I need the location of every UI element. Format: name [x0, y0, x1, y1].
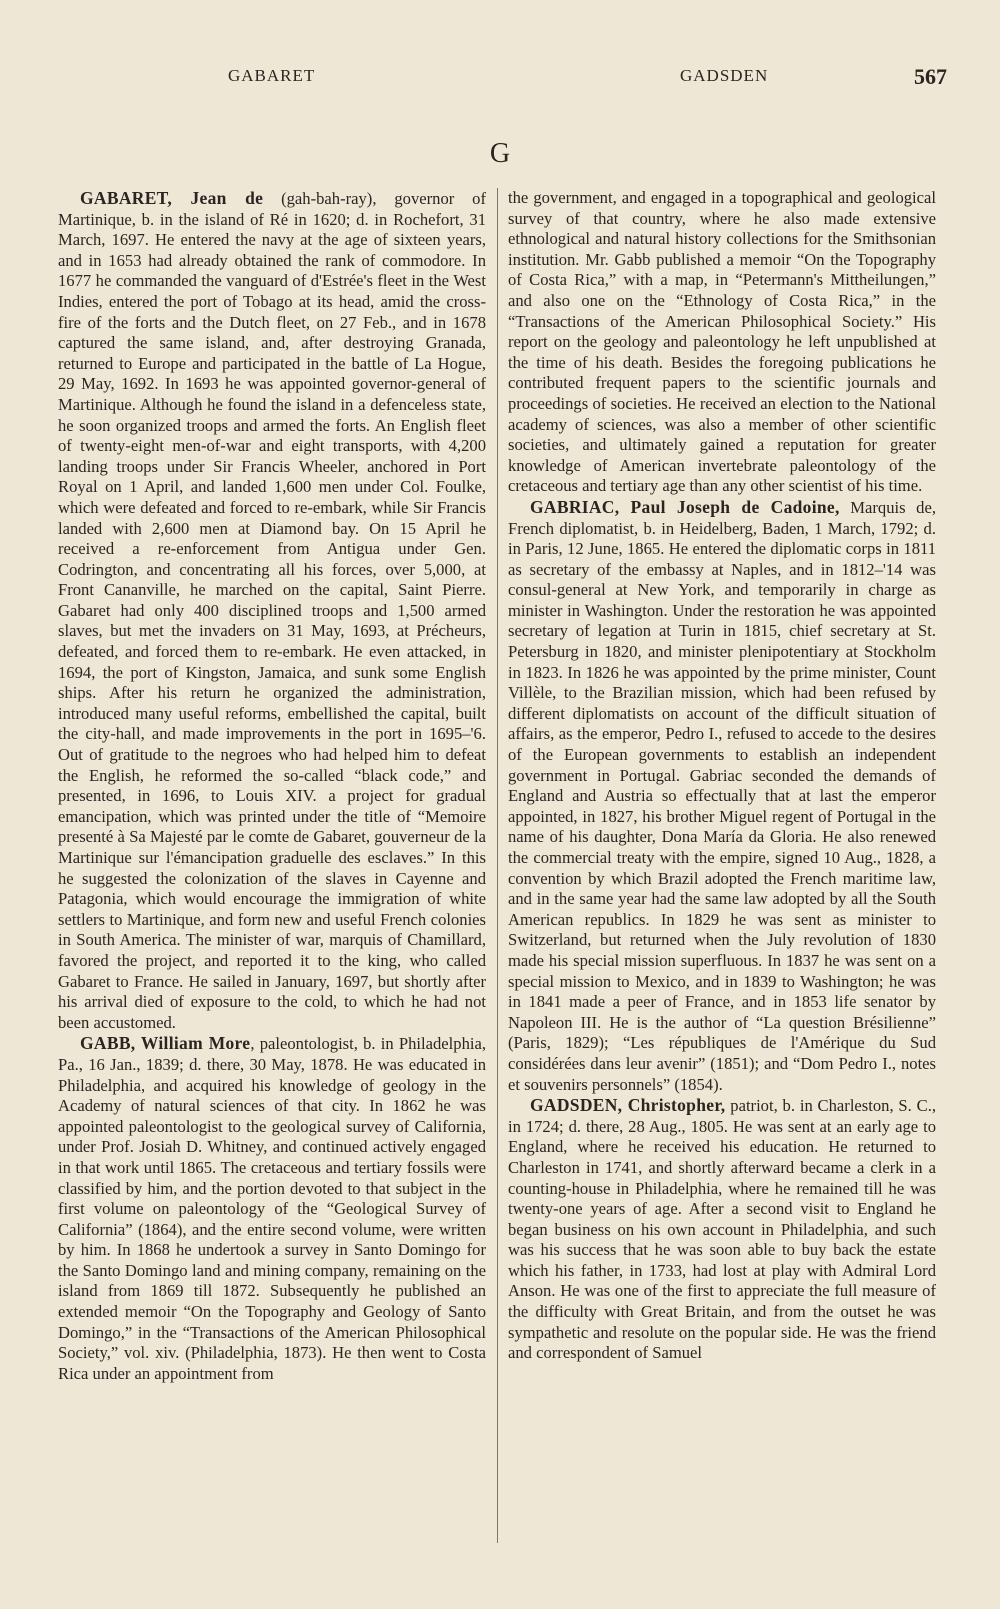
running-head-right: GADSDEN	[680, 66, 769, 85]
entry-body: Marquis de, French diplomatist, b. in Heidelberg, Baden, 1 March, 1792; d. in Paris, 12 June, 1865. He entered the diplomatic corps in 1811 as secretary of the embassy at Naples, and in 1812–'14 was consul-general at New York, and temporarily in charge as minister in Washington. Under the restoration he was appointed secretary of legation at Turin in 1815, chief secretary at St. Petersburg in 1820, and minister plenipotentiary at Stockholm in 1823. In 1826 he was appointed by the prime minister, Count Villèle, to the Brazilian mission, which had been refused by different diplomatists on account of the difficult situation of affairs, as the emperor, Pedro I., refused to accede to the desires of the European governments to establish an independent government in Portugal. Gabriac seconded the demands of England and Austria so effectually that at last the emperor appointed, in 1827, his brother Miguel regent of Portugal in the name of his daughter, Dona María da Gloria. He also renewed the commercial treaty with the empire, signed 10 Aug., 1828, a convention by which Brazil adopted the French maritime law, and in the same year had the same law adopted by all the South American republics. In 1829 he was sent as minister to Switzerland, but returned when the July revolution of 1830 made his special mission superfluous. In 1837 he was sent on a special mission to Mexico, and in 1839 to Washington; he was in 1841 made a peer of France, and in 1853 life senator by Napoleon III. He is the author of “La question Brésilienne” (Paris, 1829); “Les républiques de l'Amérique du Sud considérées dans leur avenir” (1851); and “Dom Pedro I., notes et souvenirs personnels” (1854).	[508, 497, 936, 1094]
section-letter: G	[489, 138, 511, 169]
entry-headword: GABB, William More	[80, 1033, 251, 1054]
entry-body: (gah-bah-ray), governor of Martinique, b. in the island of Ré in 1620; d. in Rochefort, 31 March, 1697. He entered the navy at the age of sixteen years, and in 1653 had already obtained the rank of commodore. In 1677 he commanded the vanguard of d'Estrée's fleet in the West Indies, entered the port of Tobago at its head, amid the cross-fire of the forts and the Dutch fleet, on 27 Feb., and in 1678 captured the same island, and, after destroying Granada, returned to Europe and participated in the battle of La Hogue, 29 May, 1692. In 1693 he was appointed governor-general of Martinique. Although he found the island in a defenceless state, he soon organized troops and armed the forts. An English fleet of twenty-eight men-of-war and eight transports, with 4,200 landing troops under Sir Francis Wheeler, anchored in Port Royal on 1 April, and landed 1,600 men under Col. Foulke, which were defeated and forced to re-embark, while Sir Francis landed with 2,600 men at Diamond bay. On 15 April he received a re-enforcement from Antigua under Gen. Codrington, and concentrating all his forces, over 5,000, at Front Cananville, he marched on the capital, Saint Pierre. Gabaret had only 400 disciplined troops and 1,500 armed slaves, but met the invaders on 31 May, 1693, at Précheurs, defeated, and forced them to re-embark. He even attacked, in 1694, the port of Kingston, Jamaica, and sunk some English ships. After his return he organized the administration, introduced many useful reforms, embellished the capital, built the city-hall, and made improvements in the port in 1695–'6. Out of gratitude to the negroes who had helped him to defeat the English, he reformed the so-called “black code,” and presented, in 1696, to Louis XIV. a project for gradual emancipation, which was printed under the title of “Memoire presenté à Sa Majesté par le comte de Gabaret, gouverneur de la Martinique sur l'émancipation graduelle des esclaves.” In this he suggested the colonization of the slaves in Cayenne and Patagonia, which would encourage the immigration of white settlers to Martinique, and form new and useful French colonies in South America. The minister of war, marquis of Chamillard, favored the project, and reported it to the king, who called Gabaret to France. He sailed in January, 1697, but shortly after his arrival died of exposure to the cold, to which he had not been accustomed.	[58, 189, 487, 1032]
entry-body: , paleontologist, b. in Philadelphia, Pa., 16 Jan., 1839; d. there, 30 May, 1878. He was educated in Philadelphia, and acquired his knowledge of geology in the Academy of natural sciences of that city. In 1862 he was appointed paleontologist to the geological survey of California, under Prof. Josiah D. Whitney, and continued actively engaged in that work until 1865. The cretaceous and tertiary fossils were classified by him, and the portion devoted to that subject in the first volume on paleontology of the “Geological Survey of California” (1864), and the entire second volume, were written by him. In 1868 he undertook a survey in Santo Domingo for the Santo Domingo land and mining company, remaining on the island from 1869 till 1872. Subsequently he published an extended memoir “On the Topography and Geology of Santo Domingo,” in the “Transactions of the American Philosophical Society,” vol. xiv. (Philadelphia, 1873). He then went to Costa Rica under an appointment from	[58, 1034, 486, 1383]
entry-gabb	[58, 1033, 486, 1384]
entry-headword: GABRIAC, Paul Joseph de Cadoine,	[530, 496, 840, 517]
right-column	[508, 188, 936, 1364]
running-head-left: GABARET	[228, 66, 316, 85]
entry-gabaret	[58, 188, 486, 1033]
running-head	[0, 66, 1000, 96]
page-number: 567	[914, 64, 947, 89]
entry-body: patriot, b. in Charleston, S. C., in 1724; d. there, 28 Aug., 1805. He was sent at an early age to England, where he received his education. He returned to Charleston in 1741, and shortly afterward became a clerk in a counting-house in Philadelphia, where he remained till he was twenty-one years of age. After a second visit to England he began business on his own account in Philadelphia, and such was his success that he was soon able to buy back the estate which his father, in 1733, had lost at play with Admiral Lord Anson. He was one of the first to appreciate the full measure of the difficulty with Great Britain, and from the outset he was sympathetic and resolute on the popular side. He was the friend and correspondent of Samuel	[508, 1096, 936, 1363]
entry-headword: GADSDEN, Christopher,	[530, 1095, 726, 1116]
entry-gabb-continued: the government, and engaged in a topographical and geological survey of that country, where he also made extensive ethnological and natural history collections for the Smithsonian institution. Mr. Gabb published a memoir “On the Topography of Costa Rica,” with a map, in “Petermann's Mittheilungen,” and also one on the “Ethnology of Costa Rica,” in the “Transactions of the American Philosophical Society.” His report on the geology and paleontology he left unpublished at the time of his death. Besides the foregoing publications he contributed frequent papers to the scientific journals and proceedings of societies. He received an election to the National academy of sciences, was also a member of other scientific societies, and ultimately gained a reputation for greater knowledge of American invertebrate paleontology of the cretaceous and tertiary age than any other scientist of his time.	[508, 188, 936, 496]
entry-gabriac	[508, 497, 936, 1095]
left-column	[58, 188, 486, 1384]
column-rule	[497, 188, 498, 1543]
entry-gadsden	[508, 1095, 936, 1364]
entry-headword: GABARET, Jean de	[80, 188, 264, 208]
text-columns	[58, 188, 950, 1568]
